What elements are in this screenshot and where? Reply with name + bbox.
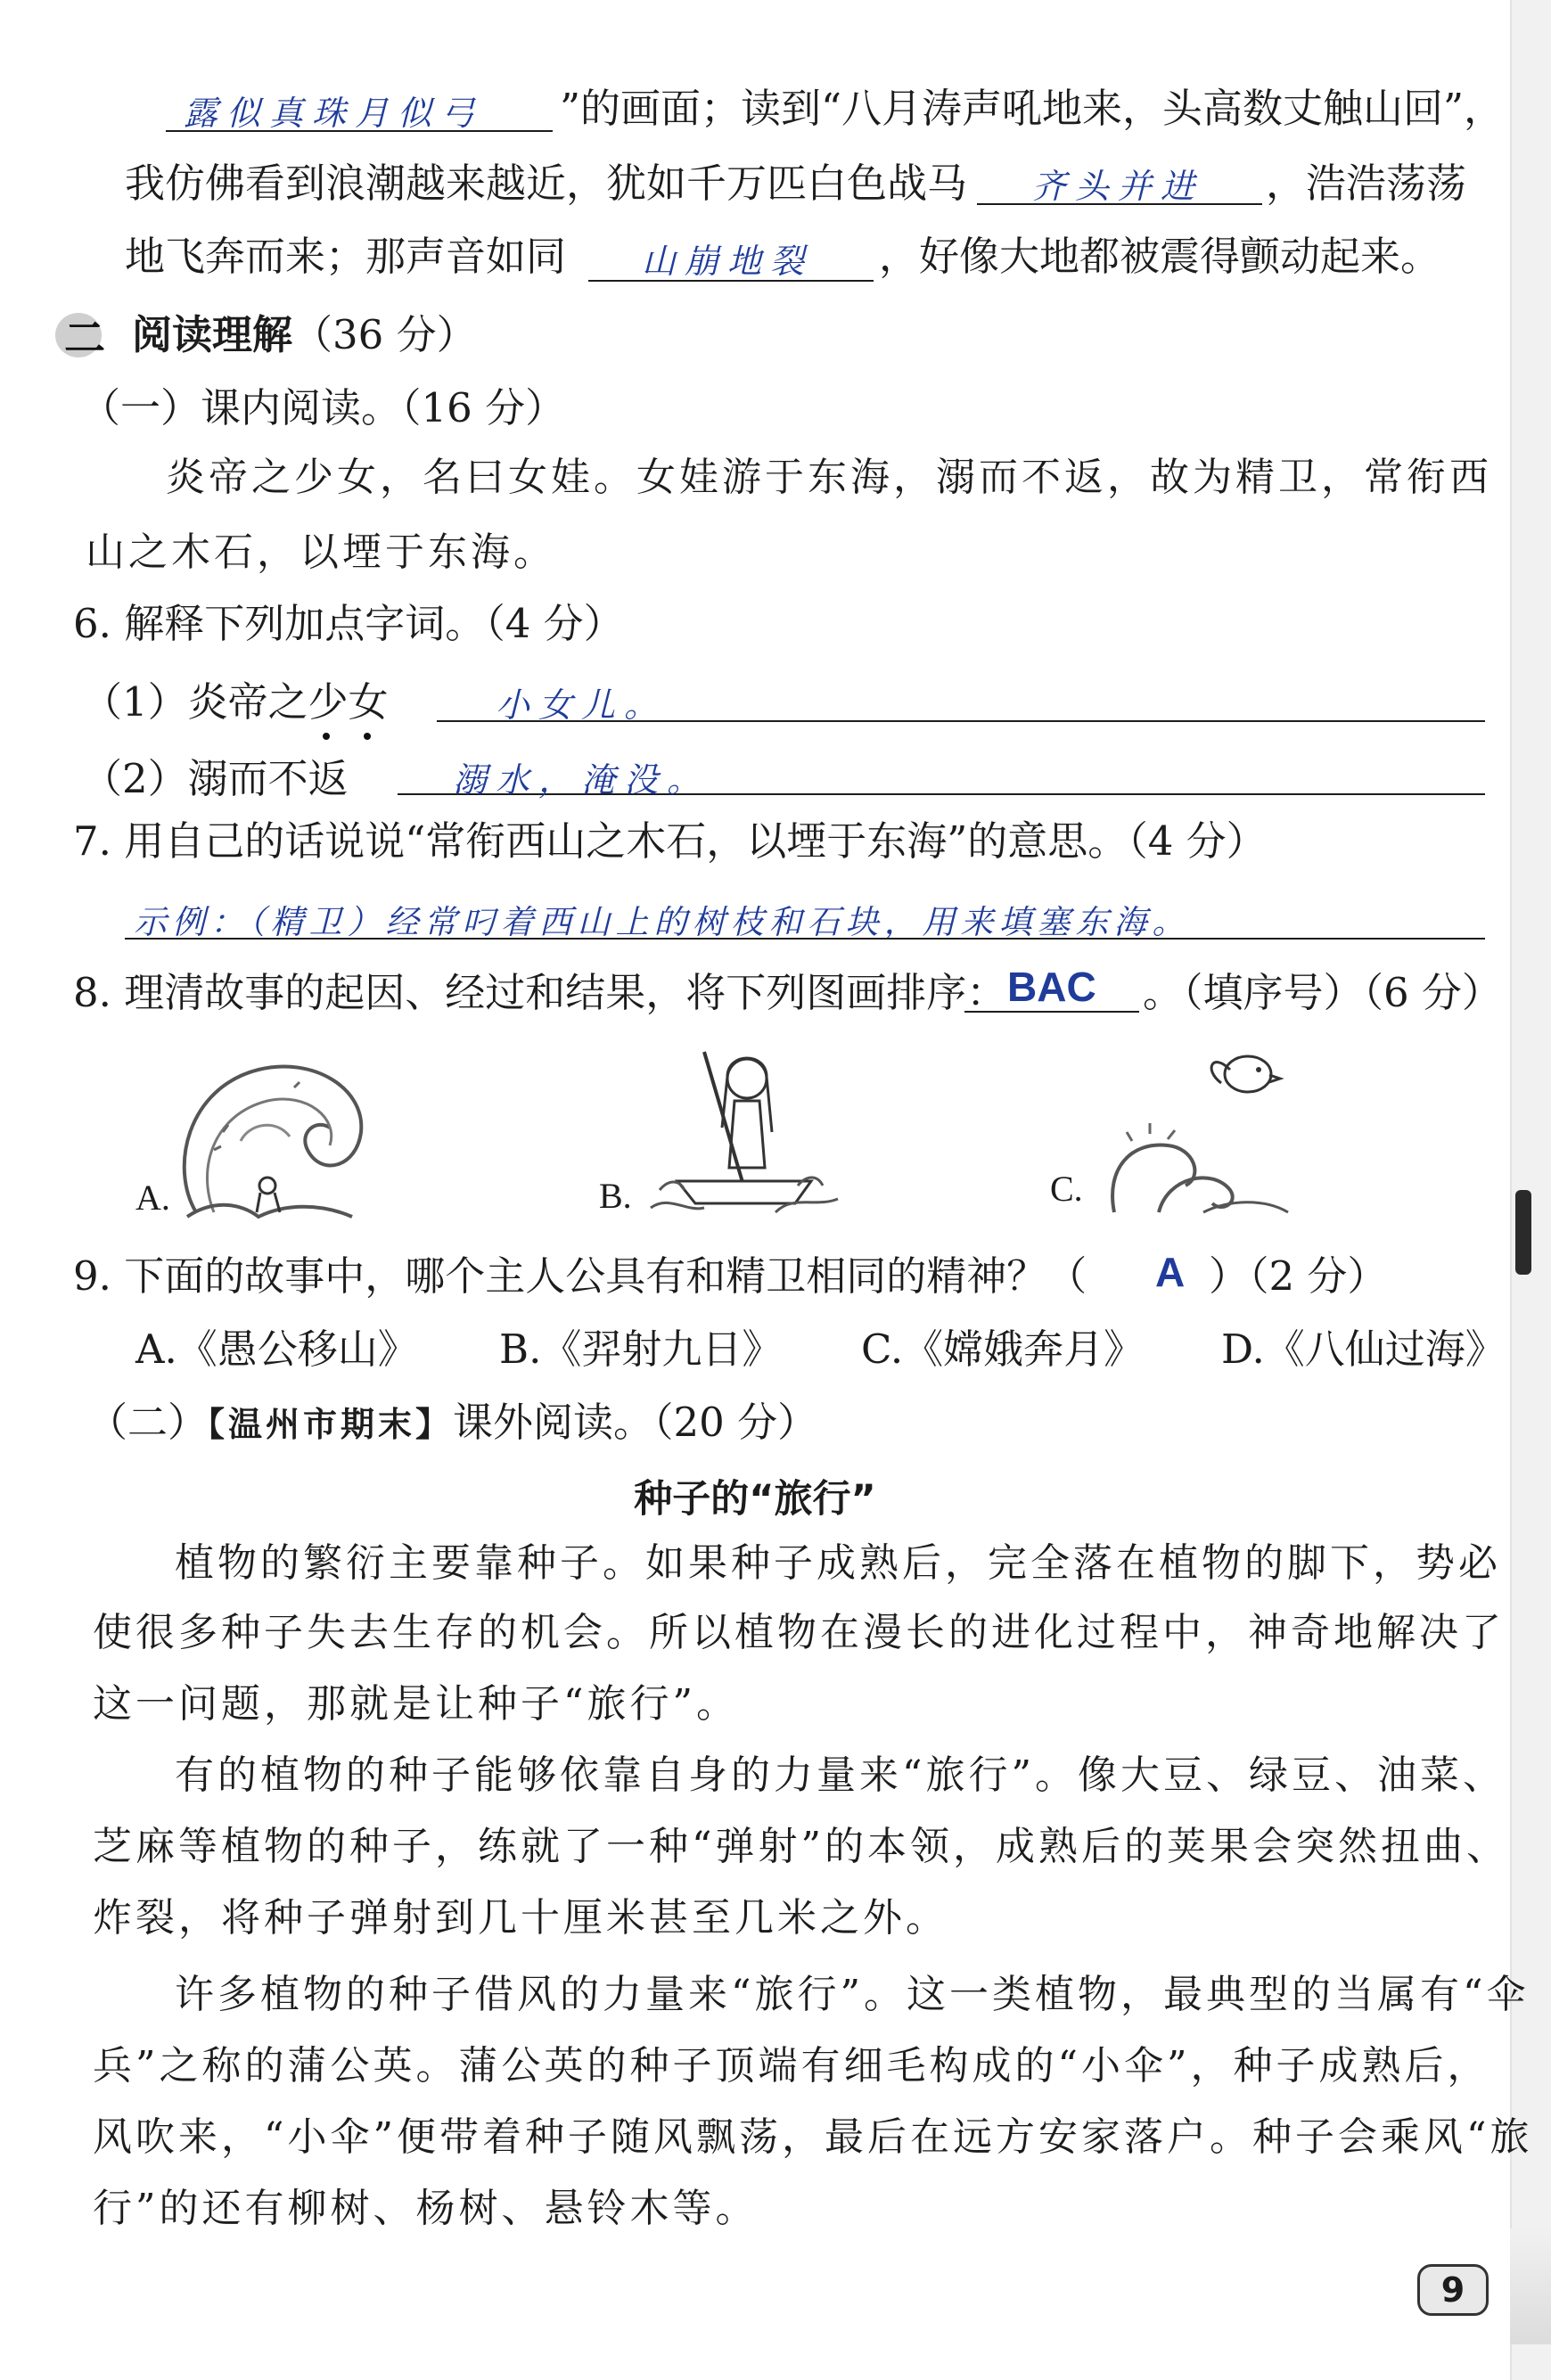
- q7-stem: 7. 用自己的话说说“常衔西山之木石，以堙于东海”的意思。（4 分）: [73, 817, 1267, 865]
- passage-line-1: 炎帝之少女，名曰女娃。女娃游于东海，溺而不返，故为精卫，常衔西: [166, 455, 1492, 500]
- section-badge: 二: [55, 308, 107, 359]
- q8-stem-b: 。（填序号）（6 分）: [1143, 969, 1502, 1016]
- p3-line-4: 行”的还有柳树、杨树、悬铃木等。: [93, 2186, 759, 2231]
- q6-answer1: 小女儿。: [496, 685, 668, 725]
- q9-stem-b: ）（2 分）: [1209, 1252, 1388, 1300]
- section-points: （36 分）: [292, 311, 477, 358]
- q9-answer: A: [1155, 1249, 1186, 1295]
- q8-answer: BAC: [1007, 964, 1096, 1010]
- p1-line-1: 植物的繁衍主要靠种子。如果种子成熟后，完全落在植物的脚下，势必: [175, 1540, 1501, 1586]
- q9-option-c: C.《嫦娥奔月》: [861, 1325, 1145, 1373]
- edge-tab-mark: [1515, 1190, 1531, 1275]
- q6-answer2: 溺水，淹没。: [453, 760, 710, 800]
- q7-answer-line: [125, 938, 1485, 940]
- p2-line-2: 芝麻等植物的种子，练就了一种“弹射”的本领，成熟后的荚果会突然扭曲、: [93, 1824, 1509, 1869]
- q6-stem: 6. 解释下列加点字词。（4 分）: [73, 600, 624, 647]
- picture-c-bird-waves: [1096, 1034, 1301, 1221]
- p3-line-1: 许多植物的种子借风的力量来“旅行”。这一类植物，最典型的当属有“伞: [175, 1972, 1530, 2017]
- text-line-2b: ，浩浩荡荡: [1266, 160, 1467, 207]
- article-title: 种子的“旅行”: [634, 1477, 876, 1522]
- q6-item1: （1）炎帝之少女: [82, 678, 389, 726]
- picture-b-girl-boat: [642, 1034, 847, 1230]
- part2-header: [87, 1398, 817, 1449]
- handwritten-answer-3: 山崩地裂: [642, 242, 814, 281]
- p3-line-3: 风吹来，“小伞”便带着种子随风飘荡，最后在远方安家落户。种子会乘风“旅: [93, 2114, 1533, 2160]
- q9-option-a: A.《愚公移山》: [135, 1325, 418, 1373]
- part2-header-suffix: 课外阅读。（20 分）: [453, 1399, 818, 1446]
- q8-stem-a: 8. 理清故事的起因、经过和结果，将下列图画排序：: [73, 969, 1007, 1016]
- passage-line-2: 山之木石，以堙于东海。: [86, 529, 556, 575]
- edge-shade: [1510, 2228, 1551, 2344]
- part1-header: （一）课内阅读。（16 分）: [80, 384, 566, 431]
- part2-source-tag: 【温州市期末】: [208, 1405, 454, 1444]
- p1-line-2: 使很多种子失去生存的机会。所以植物在漫长的进化过程中，神奇地解决了: [93, 1610, 1505, 1655]
- q6-item2: （2）溺而不返: [82, 755, 349, 802]
- handwritten-answer-2: 齐头并进: [1032, 167, 1204, 206]
- part2-header-prefix: （二）: [87, 1399, 209, 1446]
- picture-a-label: A.: [135, 1178, 170, 1218]
- emphasis-dot-2: [364, 733, 371, 740]
- section-title: [132, 310, 477, 360]
- picture-a-wave-girl: [160, 1034, 392, 1230]
- picture-c-label: C.: [1050, 1169, 1083, 1209]
- emphasis-dot-1: [323, 733, 330, 740]
- section-title-text: 阅读理解: [132, 311, 293, 358]
- text-line-3b: ，好像大地都被震得颤动起来。: [879, 233, 1441, 280]
- text-line-1: ”的画面；读到“八月涛声吼地来，头高数丈触山回”，: [560, 85, 1505, 132]
- page-edge: [1510, 0, 1551, 2380]
- picture-b-label: B.: [599, 1176, 632, 1216]
- p2-line-3: 炸裂，将种子弹射到几十厘米甚至几米之外。: [93, 1895, 948, 1941]
- p3-line-2: 兵”之称的蒲公英。蒲公英的种子顶端有细毛构成的“小伞”，种子成熟后，: [93, 2043, 1490, 2089]
- p2-line-1: 有的植物的种子能够依靠自身的力量来“旅行”。像大豆、绿豆、油菜、: [175, 1752, 1506, 1798]
- text-line-3a: 地飞奔而来；那声音如同: [125, 233, 567, 280]
- q9-option-d: D.《八仙过海》: [1221, 1325, 1506, 1373]
- page-number: 9: [1417, 2264, 1489, 2316]
- q9-stem-a: 9. 下面的故事中，哪个主人公具有和精卫相同的精神？（: [73, 1252, 1087, 1300]
- q9-option-b: B.《羿射九日》: [499, 1325, 783, 1373]
- text-line-2a: 我仿佛看到浪潮越来越近，犹如千万匹白色战马: [125, 160, 968, 207]
- handwritten-answer-1: 露似真珠月似弓: [184, 94, 484, 133]
- q7-answer: 示例：（精卫）经常叼着西山上的树枝和石块，用来填塞东海。: [134, 903, 1191, 941]
- q8-answer-line: [964, 1011, 1139, 1013]
- p1-line-3: 这一问题，那就是让种子“旅行”。: [93, 1681, 739, 1727]
